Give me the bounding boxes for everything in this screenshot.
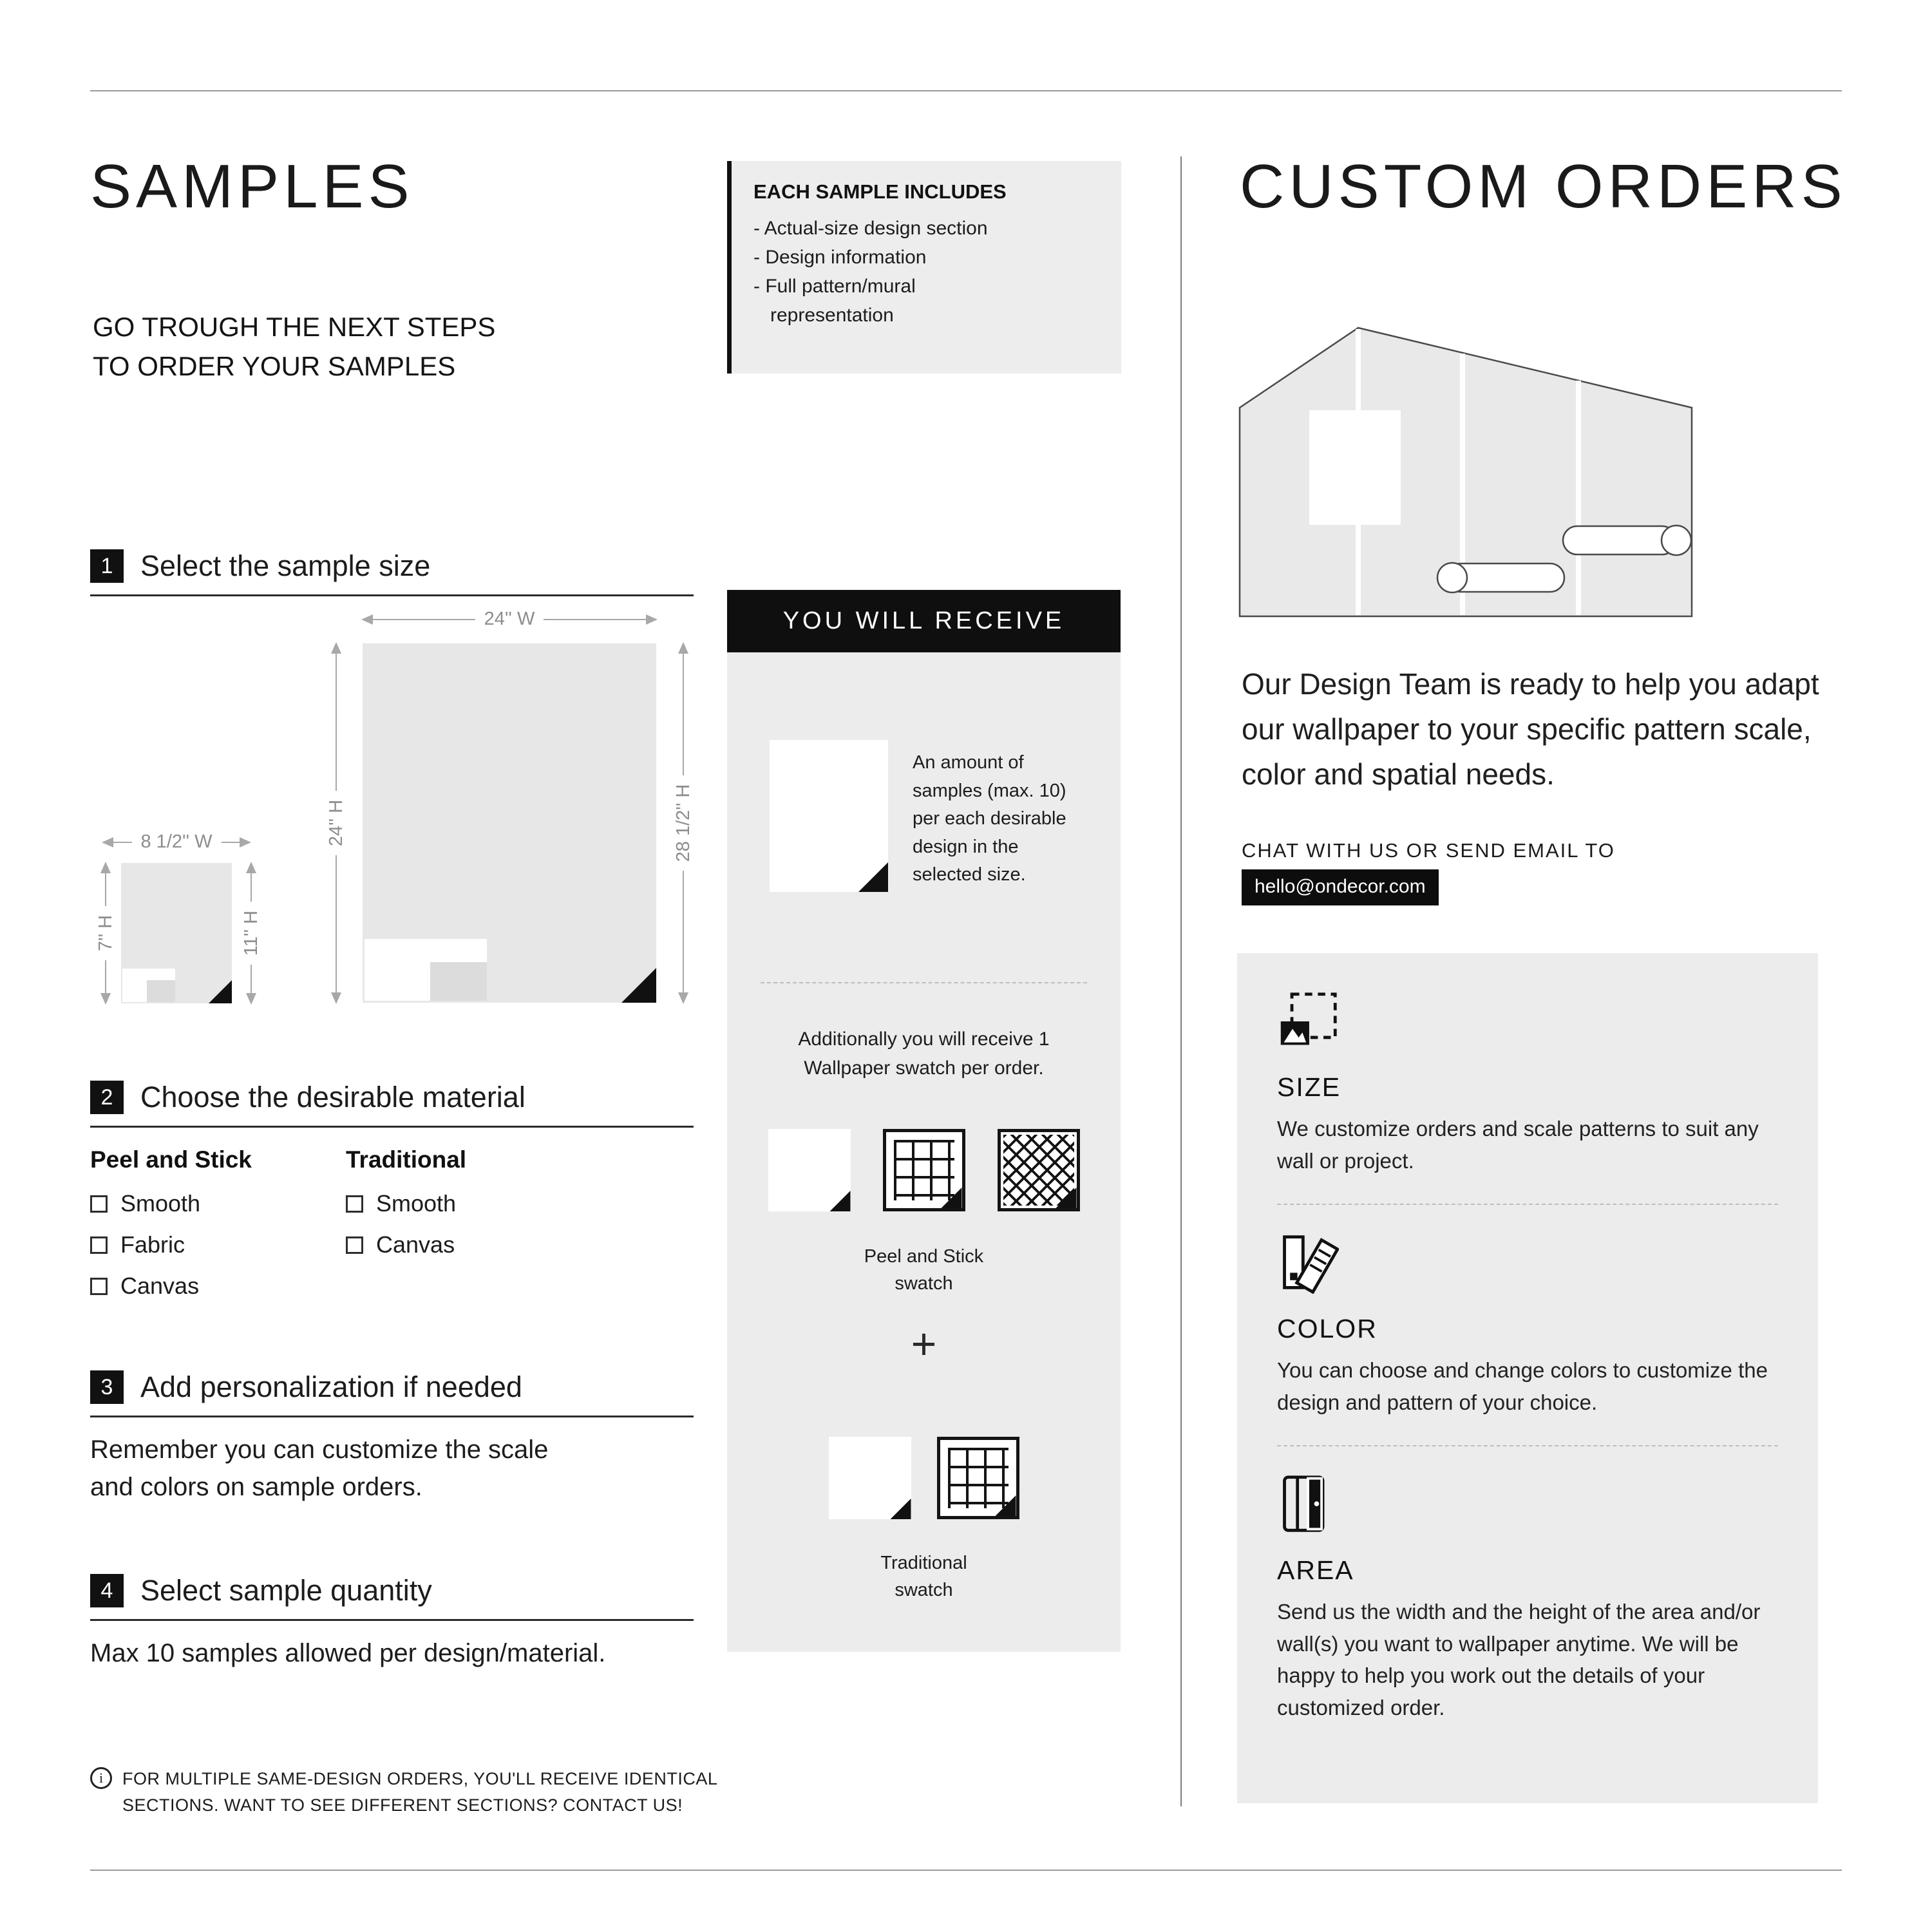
dimension-line [105, 863, 106, 906]
samples-intro-line1: GO TROUGH THE NEXT STEPS [93, 312, 496, 342]
material-option[interactable] [90, 1190, 252, 1217]
receive-additional-text: Additionally you will receive 1 Wallpaper swatch per order. [798, 1028, 1050, 1079]
step-4-text: Max 10 samples allowed per design/material. [90, 1639, 606, 1667]
dimension-line [251, 965, 252, 1003]
wall-area-icon [1277, 1527, 1339, 1538]
step-1-title: Select the sample size [140, 549, 431, 582]
includes-item: representation [770, 305, 894, 326]
traditional-column-title: Traditional [346, 1146, 467, 1173]
dimension-line [103, 842, 132, 843]
step-1-header [90, 549, 694, 596]
bottom-rule [90, 1870, 1842, 1871]
dimension-line [363, 619, 475, 620]
plain-swatch-icon [829, 1437, 911, 1519]
large-width-dimension [363, 609, 656, 630]
dimension-line [251, 863, 252, 902]
folded-corner-icon [621, 968, 656, 1003]
material-option-label: Smooth [376, 1190, 457, 1217]
feature-size-title: SIZE [1277, 1072, 1341, 1102]
footer-note-line1: FOR MULTIPLE SAME-DESIGN ORDERS, YOU'LL RECEIVE IDENTICAL [122, 1769, 718, 1788]
small-height-left-label: 7'' H [95, 914, 116, 952]
wallpaper-roll-icon [1563, 526, 1691, 555]
grid-swatch-icon [883, 1129, 965, 1211]
feature-size-text: We customize orders and scale patterns to suit any wall or project. [1277, 1117, 1759, 1173]
email-badge[interactable]: hello@ondecor.com [1242, 869, 1439, 905]
material-option[interactable] [90, 1273, 252, 1300]
step-3-number: 3 [90, 1370, 124, 1404]
small-height-right-label: 11'' H [240, 910, 261, 956]
step-1-number: 1 [90, 549, 124, 583]
plus-sign: + [911, 1320, 937, 1368]
receive-additional-text-wrap [727, 1025, 1121, 1083]
color-swatches-icon [1277, 1285, 1339, 1296]
dimension-line [336, 643, 337, 791]
grid-swatch-icon [937, 1437, 1019, 1519]
checkbox-icon[interactable] [346, 1236, 363, 1254]
step-2-title: Choose the desirable material [140, 1081, 526, 1113]
receive-body [727, 652, 1121, 1652]
column-divider [1180, 156, 1182, 1806]
checkbox-icon[interactable] [90, 1195, 108, 1213]
peel-swatch-label [727, 1243, 1121, 1297]
small-height-left-dimension [95, 863, 116, 1003]
you-will-receive-panel [727, 590, 1121, 1652]
top-rule [90, 90, 1842, 91]
checkbox-icon[interactable] [90, 1278, 108, 1295]
dimension-line [683, 643, 684, 775]
custom-orders-panel [1237, 953, 1818, 1803]
dimension-line [222, 842, 251, 843]
size-selection-icon [1277, 1044, 1339, 1055]
samples-intro-line2: TO ORDER YOUR SAMPLES [93, 350, 456, 381]
feature-area-text: Send us the width and the height of the area and/or wall(s) you want to wallpaper anytime. We will be happy to help you work out the details of your customized order. [1277, 1600, 1761, 1719]
receive-samples-text: An amount of samples (max. 10) per each desirable design in the selected size. [913, 752, 1066, 885]
swatch-inner [430, 962, 487, 1001]
large-height-right-label: 28 1/2'' H [672, 784, 694, 862]
large-height-right-dimension [673, 643, 694, 1003]
samples-title: SAMPLES [90, 152, 414, 221]
includes-item: - Design information [753, 247, 927, 268]
material-option[interactable] [90, 1231, 252, 1258]
dimension-line [683, 871, 684, 1003]
step-4-header [90, 1574, 694, 1621]
sample-page-icon [770, 740, 888, 892]
peel-swatch-row [727, 1129, 1121, 1211]
dashed-divider [761, 982, 1087, 983]
footer-note-line2: SECTIONS. WANT TO SEE DIFFERENT SECTIONS? CONTACT US! [122, 1795, 683, 1815]
step-4-title: Select sample quantity [140, 1574, 432, 1607]
traditional-swatch-row [727, 1437, 1121, 1519]
step-2-header [90, 1081, 694, 1128]
material-option-label: Canvas [120, 1273, 200, 1299]
small-width-label: 8 1/2'' W [140, 831, 213, 852]
step-3-header [90, 1370, 694, 1417]
feature-color-text: You can choose and change colors to customize the design and pattern of your choice. [1277, 1358, 1768, 1414]
folded-corner-icon [830, 1191, 851, 1211]
grid-pattern [948, 1448, 1009, 1508]
small-height-right-dimension [241, 863, 261, 1003]
checkbox-icon[interactable] [90, 1236, 108, 1254]
step-2-number: 2 [90, 1081, 124, 1114]
feature-area [1277, 1473, 1778, 1723]
samples-intro [93, 308, 495, 386]
includes-item: - Actual-size design section [753, 218, 988, 239]
folded-corner-icon [209, 980, 232, 1003]
material-option-label: Canvas [376, 1231, 455, 1258]
feature-area-title: AREA [1277, 1555, 1354, 1585]
folded-corner-icon [891, 1499, 911, 1519]
traditional-swatch-label [727, 1549, 1121, 1604]
traditional-swatch-label-line1: Traditional [880, 1553, 967, 1573]
material-column-peel [90, 1146, 252, 1314]
sample-size-diagram [90, 602, 696, 1027]
footer-note [90, 1766, 717, 1818]
plain-swatch-icon [768, 1129, 851, 1211]
custom-orders-intro: Our Design Team is ready to help you adapt our wallpaper to your specific pattern scale, color and spatial needs. [1242, 667, 1819, 791]
material-option-label: Smooth [120, 1190, 201, 1217]
each-sample-includes-box [727, 161, 1121, 374]
house-illustration [1237, 325, 1694, 621]
dashed-divider [1277, 1445, 1778, 1446]
large-height-left-dimension [326, 643, 346, 1003]
feature-size [1277, 990, 1778, 1177]
material-option-label: Fabric [120, 1231, 185, 1258]
small-sample-rect [121, 863, 232, 1003]
peel-swatch-label-line2: swatch [895, 1273, 953, 1294]
step-3-text: Remember you can customize the scale and colors on sample orders. [90, 1435, 549, 1501]
small-sample-swatch [122, 969, 175, 1002]
folded-corner-icon [858, 862, 888, 892]
swatch-inner [147, 980, 175, 1002]
peel-column-title: Peel and Stick [90, 1146, 252, 1173]
material-option[interactable] [346, 1231, 466, 1258]
custom-orders-title: CUSTOM ORDERS [1240, 152, 1847, 221]
dimension-line [544, 619, 656, 620]
large-sample-swatch [365, 939, 487, 1001]
step-3-title: Add personalization if needed [140, 1370, 522, 1403]
crosshatch-swatch-icon [998, 1129, 1080, 1211]
includes-item: - Full pattern/mural [753, 276, 916, 297]
small-width-dimension [103, 831, 250, 853]
feature-color [1277, 1232, 1778, 1418]
material-column-traditional [346, 1146, 466, 1273]
grid-pattern [894, 1140, 954, 1200]
dimension-line [105, 960, 106, 1003]
material-option[interactable] [346, 1190, 466, 1217]
receive-header: YOU WILL RECEIVE [727, 590, 1121, 652]
checkbox-icon[interactable] [346, 1195, 363, 1213]
large-sample-rect [363, 643, 656, 1003]
large-height-left-label: 24'' H [325, 799, 346, 847]
peel-swatch-label-line1: Peel and Stick [864, 1246, 984, 1267]
large-width-label: 24'' W [484, 609, 535, 629]
info-icon: i [90, 1767, 112, 1789]
crosshatch-pattern [1003, 1135, 1074, 1206]
feature-color-title: COLOR [1277, 1314, 1378, 1343]
traditional-swatch-label-line2: swatch [895, 1580, 953, 1601]
dimension-line [336, 855, 337, 1003]
dashed-divider [1277, 1204, 1778, 1205]
step-4-number: 4 [90, 1574, 124, 1607]
wallpaper-roll-icon [1437, 563, 1564, 592]
chat-with-us-label: CHAT WITH US OR SEND EMAIL TO [1242, 839, 1615, 862]
includes-title: EACH SAMPLE INCLUDES [753, 180, 1007, 203]
